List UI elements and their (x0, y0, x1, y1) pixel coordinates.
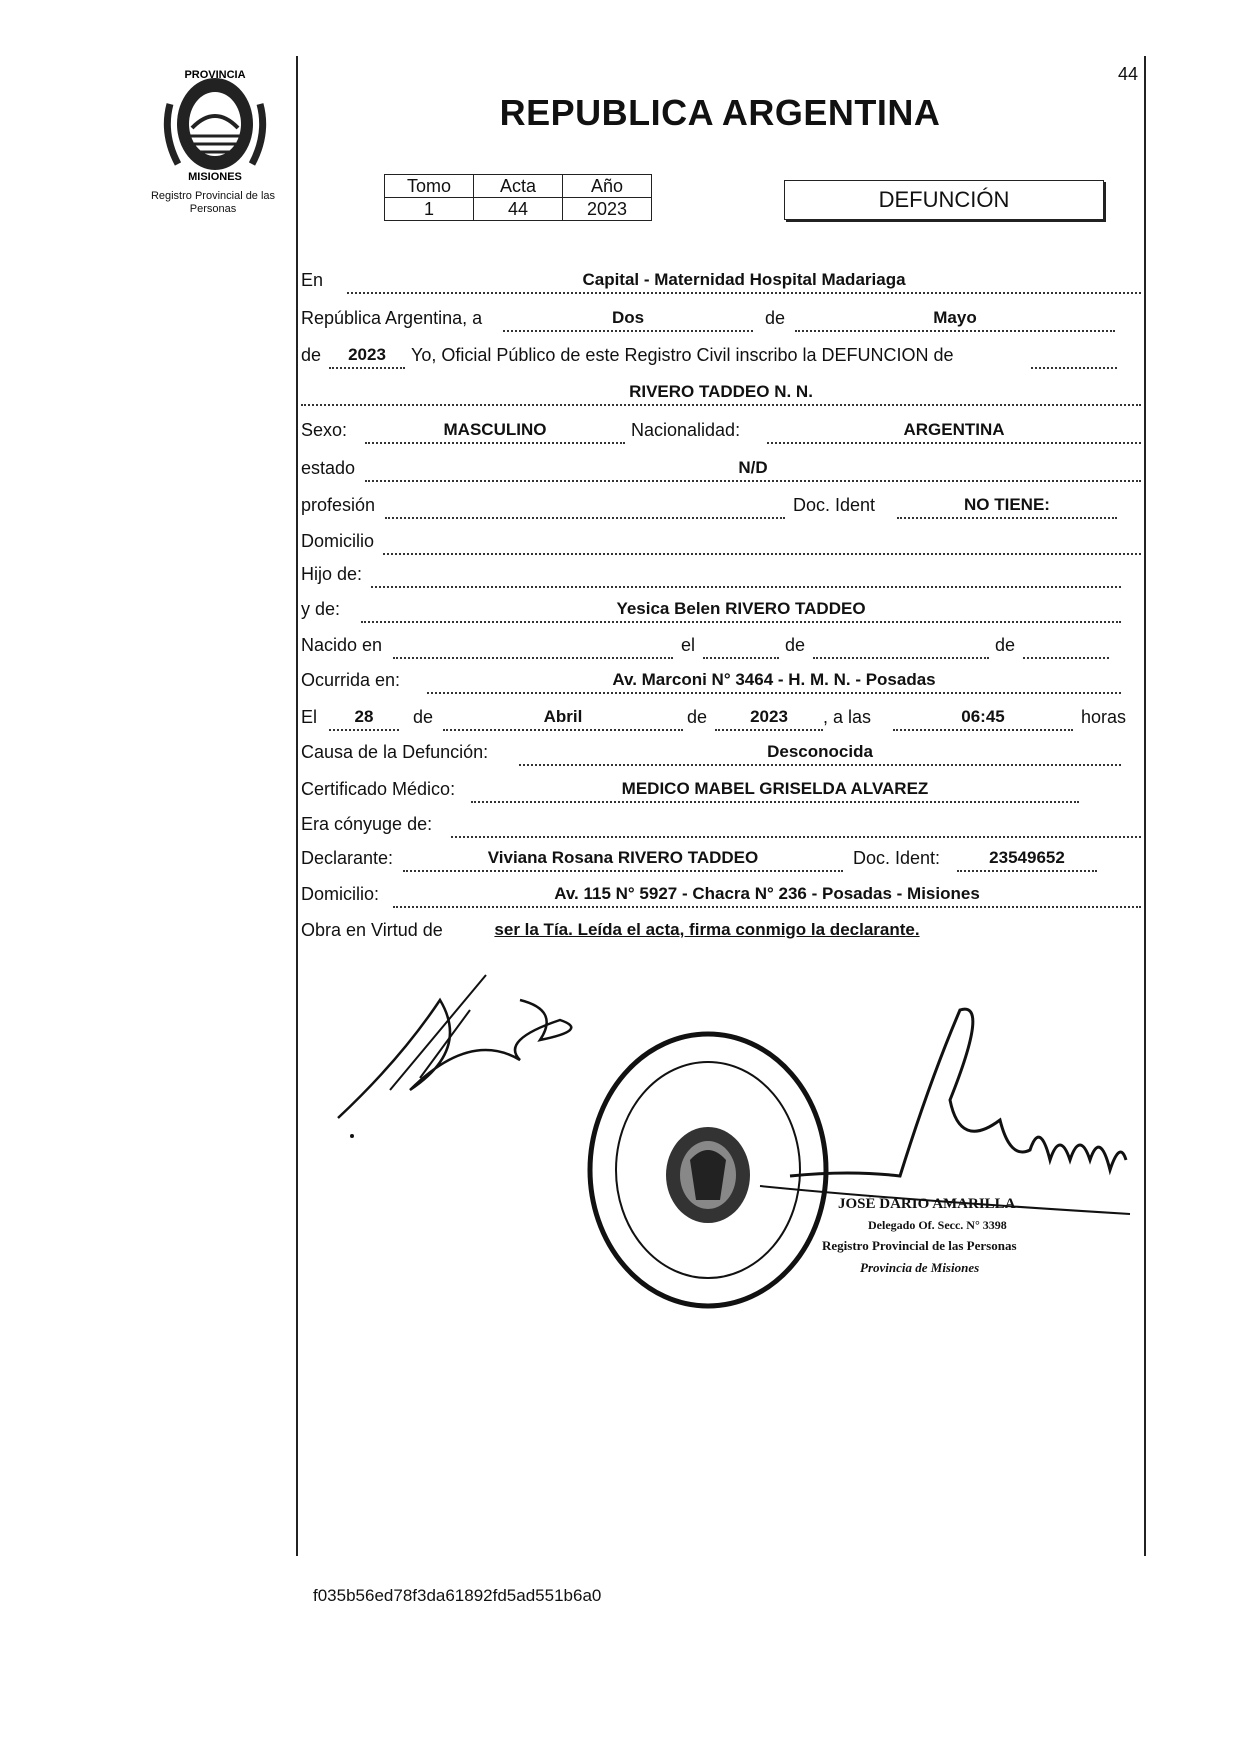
anio-label: Año (563, 175, 652, 198)
de-label: de (785, 635, 806, 655)
certificado-value: MEDICO MABEL GRISELDA ALVAREZ (471, 777, 1079, 803)
sexo-label: Sexo: (301, 420, 348, 440)
doc-ident-value: 23549652 (957, 846, 1097, 872)
el-label: el (681, 635, 696, 655)
nombre-value: RIVERO TADDEO N. N. (301, 380, 1141, 406)
de-label: de (413, 707, 434, 727)
officer-line1: Delegado Of. Secc. N° 3398 (868, 1218, 1007, 1232)
officer-signature (790, 1009, 1126, 1176)
inscribo-text: Yo, Oficial Público de este Registro Civil inscribo la DEFUNCION de (411, 345, 954, 365)
nacionalidad-value: ARGENTINA (767, 418, 1141, 444)
domicilio2-label: Domicilio: (301, 884, 380, 904)
anio-value: 2023 (563, 198, 652, 221)
nacido-label: Nacido en (301, 635, 383, 655)
logo-bottom-lettering: MISIONES (188, 171, 242, 182)
dia-def-value: 28 (329, 705, 399, 731)
mes-value: Mayo (795, 306, 1115, 332)
registry-caption: Registro Provincial de las Personas (150, 190, 276, 215)
sexo-value: MASCULINO (365, 418, 625, 444)
hijo-label: Hijo de: (301, 564, 363, 584)
republica-label: República Argentina, a (301, 308, 483, 328)
alas-label: , a las (823, 707, 872, 727)
domicilio-label: Domicilio (301, 531, 375, 551)
de-label: de (301, 345, 322, 365)
horas-label: horas (1081, 707, 1127, 727)
logo-top-lettering: PROVINCIA (184, 69, 246, 81)
de-label: de (995, 635, 1016, 655)
tomo-value: 1 (385, 198, 474, 221)
de-label: de (765, 308, 786, 328)
el-cap-label: El (301, 707, 318, 727)
mes-def-value: Abril (443, 705, 683, 731)
certificado-label: Certificado Médico: (301, 779, 456, 799)
record-type-box: DEFUNCIÓN (784, 180, 1104, 220)
acta-value: 44 (474, 198, 563, 221)
doc-value: NO TIENE: (897, 493, 1117, 519)
dia-value: Dos (503, 306, 753, 332)
doc-ident-label: Doc. Ident: (853, 848, 941, 868)
registry-stamp (590, 1034, 826, 1306)
officer-line2: Registro Provincial de las Personas (822, 1238, 1017, 1253)
anio-def-value: 2023 (715, 705, 823, 731)
estado-label: estado (301, 458, 356, 478)
nacionalidad-label: Nacionalidad: (631, 420, 741, 440)
ocurrida-label: Ocurrida en: (301, 670, 401, 690)
en-value: Capital - Maternidad Hospital Madariaga (347, 268, 1141, 294)
yde-label: y de: (301, 599, 341, 619)
conyuge-label: Era cónyuge de: (301, 814, 433, 834)
hora-value: 06:45 (893, 705, 1073, 731)
causa-label: Causa de la Defunción: (301, 742, 489, 762)
declarante-label: Declarante: (301, 848, 394, 868)
causa-value: Desconocida (519, 740, 1121, 766)
estado-value: N/D (365, 456, 1141, 482)
declarante-signature (338, 1000, 571, 1118)
page-number: 44 (1118, 64, 1139, 84)
declarante-value: Viviana Rosana RIVERO TADDEO (403, 846, 843, 872)
anio-value: 2023 (329, 343, 405, 369)
en-label: En (301, 270, 324, 290)
yde-value: Yesica Belen RIVERO TADDEO (361, 597, 1121, 623)
page-title: REPUBLICA ARGENTINA (499, 92, 941, 133)
doc-label: Doc. Ident (793, 495, 876, 515)
tomo-label: Tomo (385, 175, 474, 198)
obra-label: Obra en Virtud de (301, 920, 443, 940)
acta-label: Acta (474, 175, 563, 198)
obra-value: ser la Tía. Leída el acta, firma conmigo la declarante. (494, 920, 920, 939)
de-label: de (687, 707, 708, 727)
document-hash: f035b56ed78f3da61892fd5ad551b6a0 (313, 1586, 602, 1605)
officer-name: JOSÉ DARIO AMARILLA (838, 1196, 1016, 1212)
ocurrida-value: Av. Marconi N° 3464 - H. M. N. - Posadas (427, 668, 1121, 694)
profesion-label: profesión (301, 495, 376, 515)
domicilio2-value: Av. 115 N° 5927 - Chacra N° 236 - Posadas - Misiones (393, 882, 1141, 908)
officer-line3: Provincia de Misiones (860, 1260, 980, 1275)
